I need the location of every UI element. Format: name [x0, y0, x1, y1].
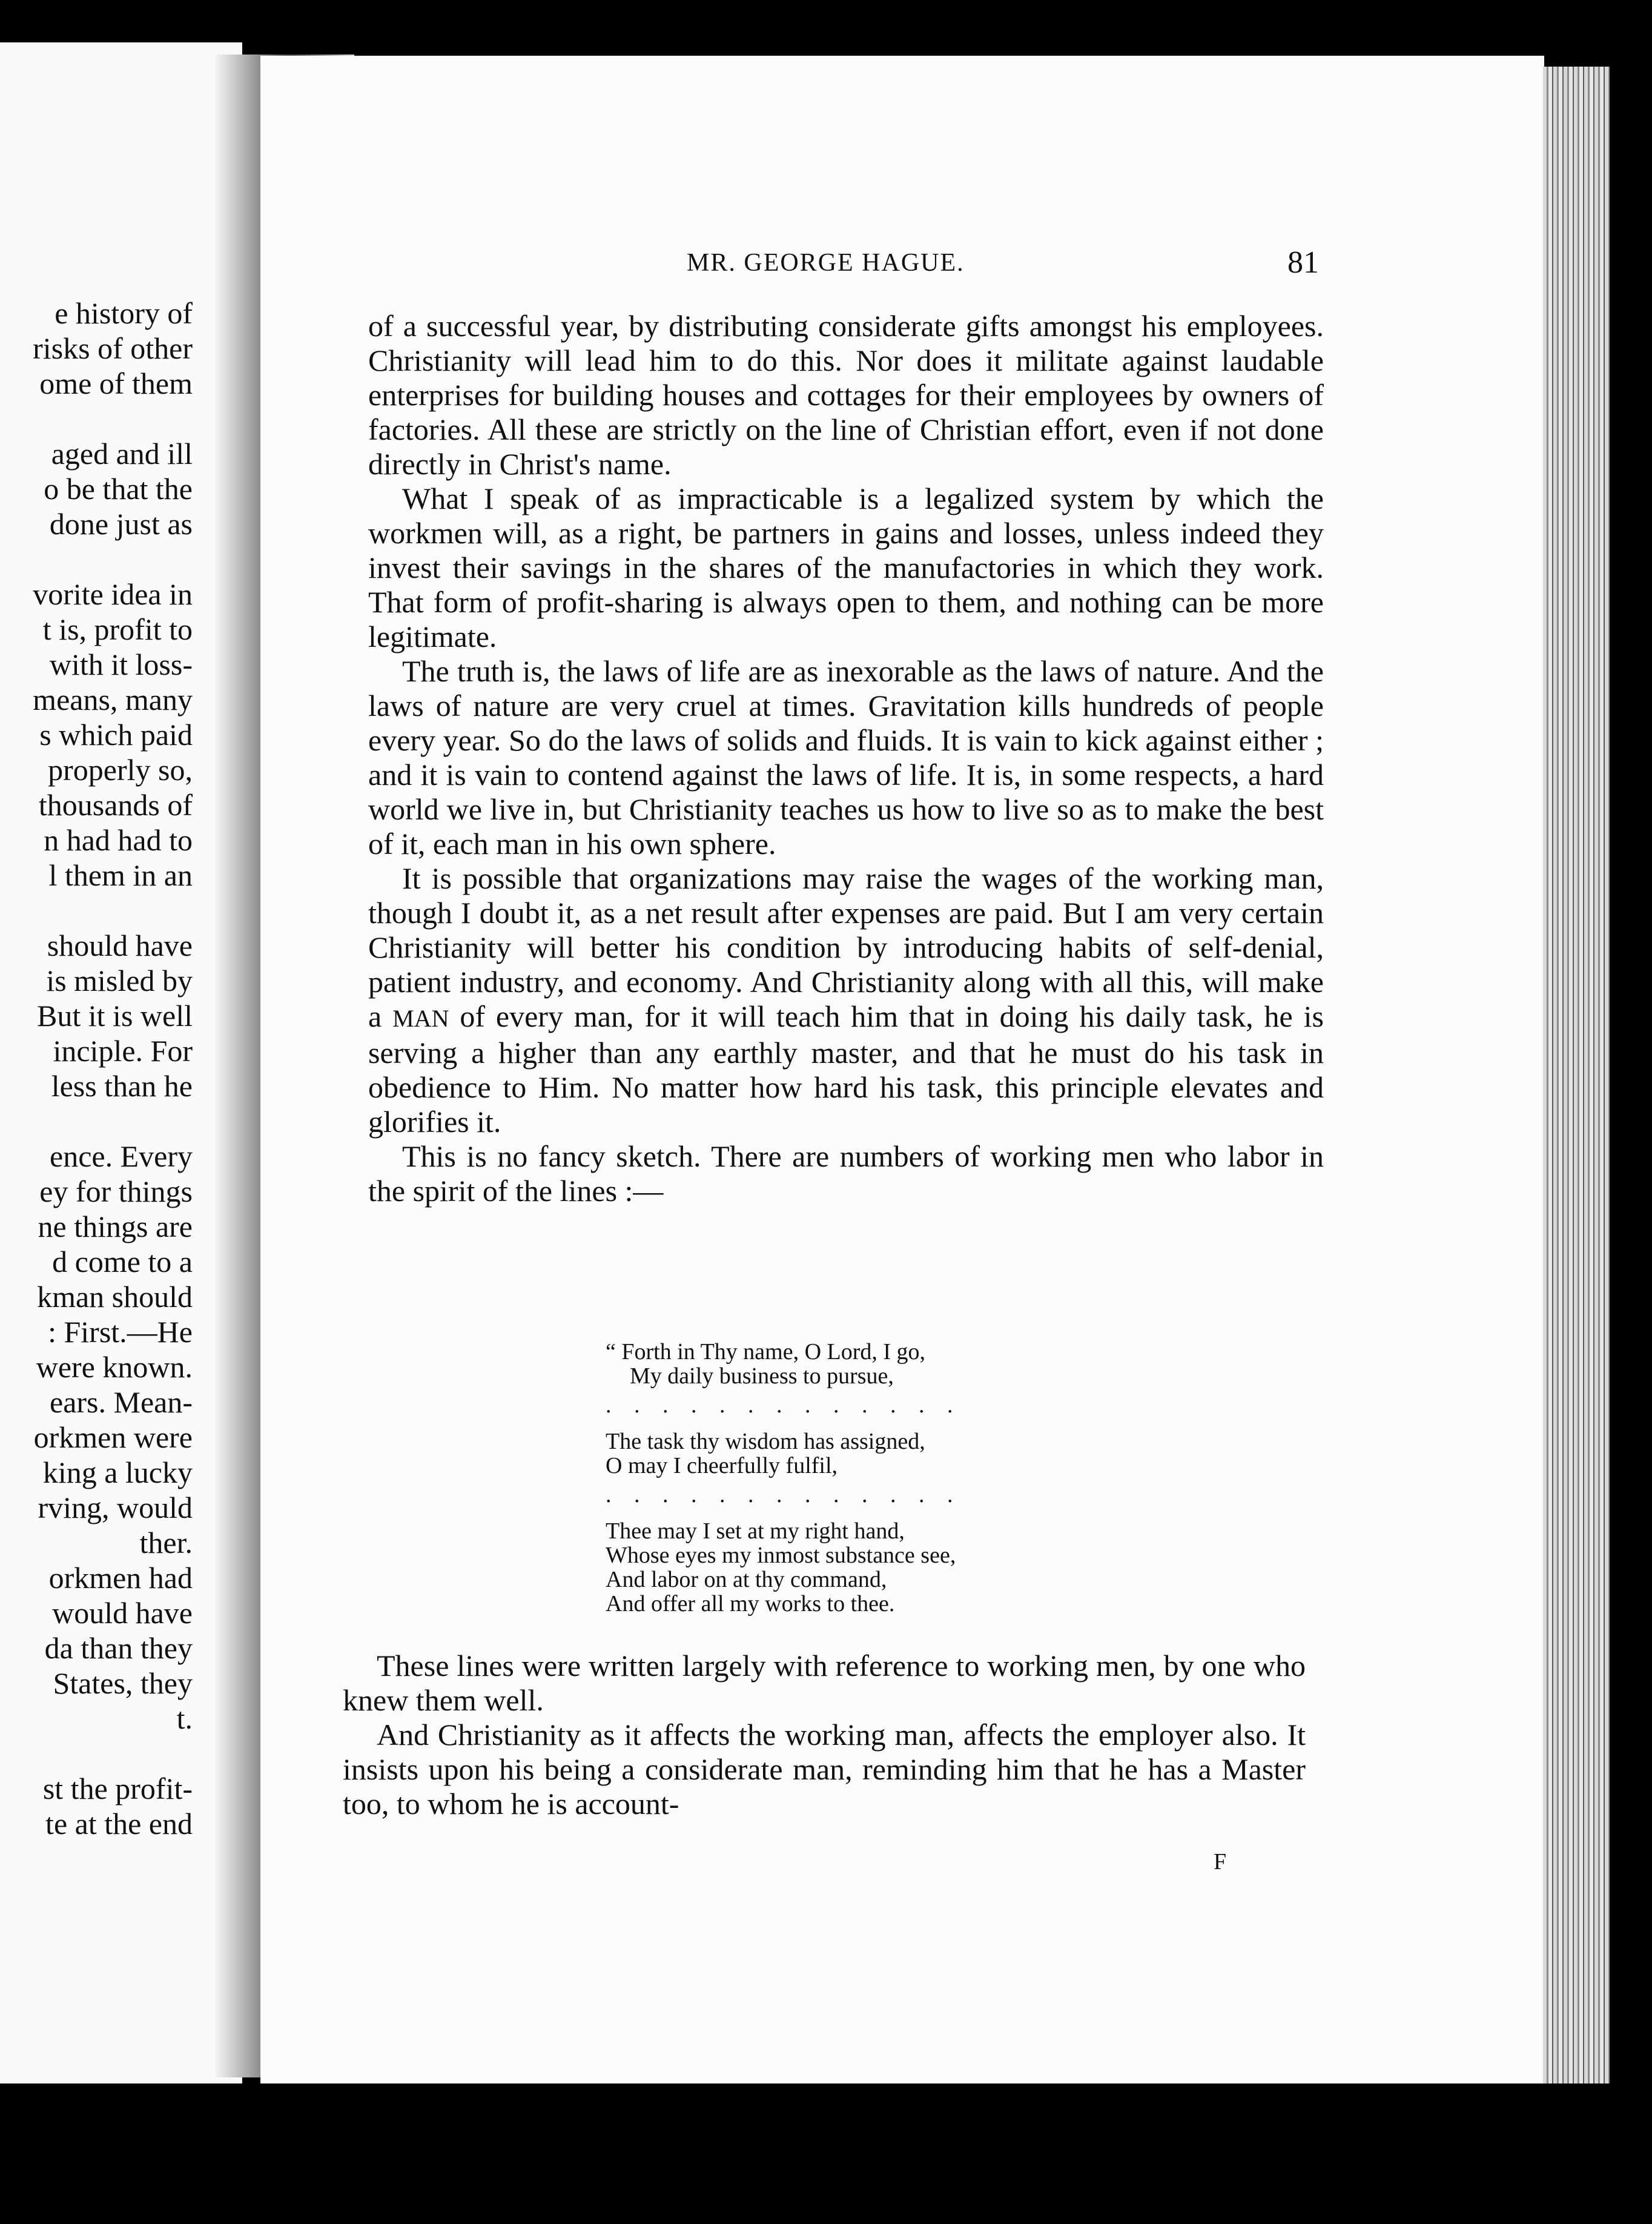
left-page-line: l them in an	[48, 858, 193, 892]
running-head: MR. GEORGE HAGUE.	[687, 249, 965, 277]
left-page-line	[0, 893, 193, 928]
paragraph: The truth is, the laws of life are as inexorable as the laws of nature. And the laws of nature are very cruel at times. Gravitation kills hundreds of people every year. So do the laws of solids and fluids. It is vain to kick against either ; and it is vain to contend against the laws of life. It is, in some respects, a hard world we live in, but Christianity teaches us how to live so as to make the best of it, each man in his own sphere.	[368, 654, 1324, 861]
paragraph: These lines were written largely with reference to working men, by one who knew them well.	[343, 1649, 1306, 1717]
verse-stanza	[606, 1429, 1066, 1478]
left-page-line: were known.	[36, 1350, 193, 1384]
signature-mark: F	[1214, 1849, 1227, 1875]
left-page-line: orkmen had	[48, 1561, 193, 1595]
verse-line: The task thy wisdom has assigned,	[606, 1429, 925, 1454]
verse-stanza	[606, 1519, 1066, 1616]
verse-block	[606, 1340, 1066, 1621]
paragraph-part: It is possible that organizations may raise the wages of the working man, though I doubt it, as a net result after expenses are paid. But I am very certain Christianity will better his condition by introducing habits of self-denial, patient industry, and economy. And Christianity along with all this, will make a	[368, 861, 1324, 1033]
left-page-line: t is, profit to	[42, 612, 193, 646]
left-page-line	[0, 401, 193, 436]
left-page-line: te at the end	[45, 1807, 193, 1841]
page-number: 81	[1287, 245, 1319, 280]
paragraph: What I speak of as impracticable is a legalized system by which the workmen will, as a right, be partners in gains and losses, unless indeed they invest their savings in the shares of the manufactories in which they work. That form of profit-sharing is always open to them, and nothing can be more legitimate.	[368, 482, 1324, 654]
left-page-line: done just as	[49, 507, 193, 541]
page-edges	[1543, 67, 1610, 2138]
left-page-line: orkmen were	[33, 1420, 193, 1454]
left-page-line: thousands of	[38, 788, 193, 822]
left-page-line: States, they	[53, 1666, 193, 1700]
left-page-line: n had had to	[44, 823, 193, 857]
left-page-line: with it loss-	[49, 647, 193, 681]
verse-ellipsis: . . . . . . . . . . . . .	[606, 1392, 962, 1418]
left-page-line: rving, would	[38, 1491, 193, 1524]
left-page-text	[0, 296, 193, 1841]
paragraph: This is no fancy sketch. There are numbers of working men who labor in the spirit of the lines :—	[368, 1139, 1324, 1208]
left-page-line: should have	[47, 928, 193, 962]
left-page-line: aged and ill	[51, 437, 193, 471]
left-page-line: king a lucky	[42, 1455, 193, 1489]
verse-line: Whose eyes my inmost substance see,	[606, 1543, 956, 1568]
left-page-line: d come to a	[52, 1245, 193, 1279]
left-page-line: vorite idea in	[33, 577, 193, 611]
left-page-line: properly so,	[48, 753, 193, 787]
left-page	[0, 42, 242, 2090]
left-page-line: would have	[52, 1596, 193, 1630]
left-page-line: less than he	[51, 1069, 193, 1103]
left-page-line: t.	[176, 1701, 193, 1735]
small-caps-word: MAN	[392, 1005, 449, 1032]
background	[0, 2083, 1652, 2224]
left-page-line: But it is well	[37, 999, 193, 1033]
paragraph	[368, 861, 1324, 1139]
left-page-line: : First.—He	[48, 1315, 193, 1349]
verse-line: O may I cheerfully fulfil,	[606, 1453, 838, 1478]
left-page-line: ne things are	[38, 1210, 193, 1243]
body-text	[368, 309, 1324, 1208]
verse-line: Thee may I set at my right hand,	[606, 1518, 905, 1544]
left-page-line: ther.	[139, 1526, 193, 1560]
left-page-line: is misled by	[46, 964, 193, 998]
left-page-line: ence. Every	[50, 1139, 193, 1173]
body-text-continued	[343, 1649, 1306, 1821]
left-page-line: kman should	[37, 1280, 193, 1314]
left-page-line: ey for things	[39, 1174, 193, 1208]
left-page-line: o be that the	[44, 472, 193, 506]
left-page-line: ears. Mean-	[50, 1385, 193, 1419]
left-page-line: e history of	[55, 296, 193, 330]
verse-stanza	[606, 1340, 1066, 1388]
left-page-line	[0, 1104, 193, 1139]
verse-line: And labor on at thy command,	[606, 1567, 887, 1592]
left-page-line: inciple. For	[53, 1034, 193, 1068]
left-page-line: s which paid	[39, 718, 193, 752]
verse-line: “ Forth in Thy name, O Lord, I go,	[606, 1339, 926, 1365]
paragraph-part: of every man, for it will teach him that in doing his daily task, he is serving a higher than any earthly master, and that he must do his task in obedience to Him. No matter how hard his task, this principle elevates and glorifies it.	[368, 999, 1324, 1139]
verse-ellipsis: . . . . . . . . . . . . .	[606, 1482, 962, 1507]
paragraph: of a successful year, by distributing considerate gifts amongst his employees. Christianity will lead him to do this. Nor does it militate against laudable enterprises for building houses and cottages for their employees by owners of factories. All these are strictly on the line of Christian effort, even if not done directly in Christ's name.	[368, 309, 1324, 481]
paragraph: And Christianity as it affects the working man, affects the employer also. It insists upon his being a considerate man, reminding him that he has a Master too, to whom he is account-	[343, 1718, 1306, 1821]
left-page-line: da than they	[44, 1631, 193, 1665]
left-page-line	[0, 541, 193, 577]
left-page-line: means, many	[33, 683, 193, 717]
verse-line: My daily business to pursue,	[630, 1363, 894, 1389]
left-page-line	[0, 1736, 193, 1771]
left-page-line: st the profit-	[42, 1772, 193, 1805]
verse-line: And offer all my works to thee.	[606, 1591, 895, 1617]
left-page-line: risks of other	[33, 331, 193, 365]
left-page-line: ome of them	[39, 366, 193, 400]
